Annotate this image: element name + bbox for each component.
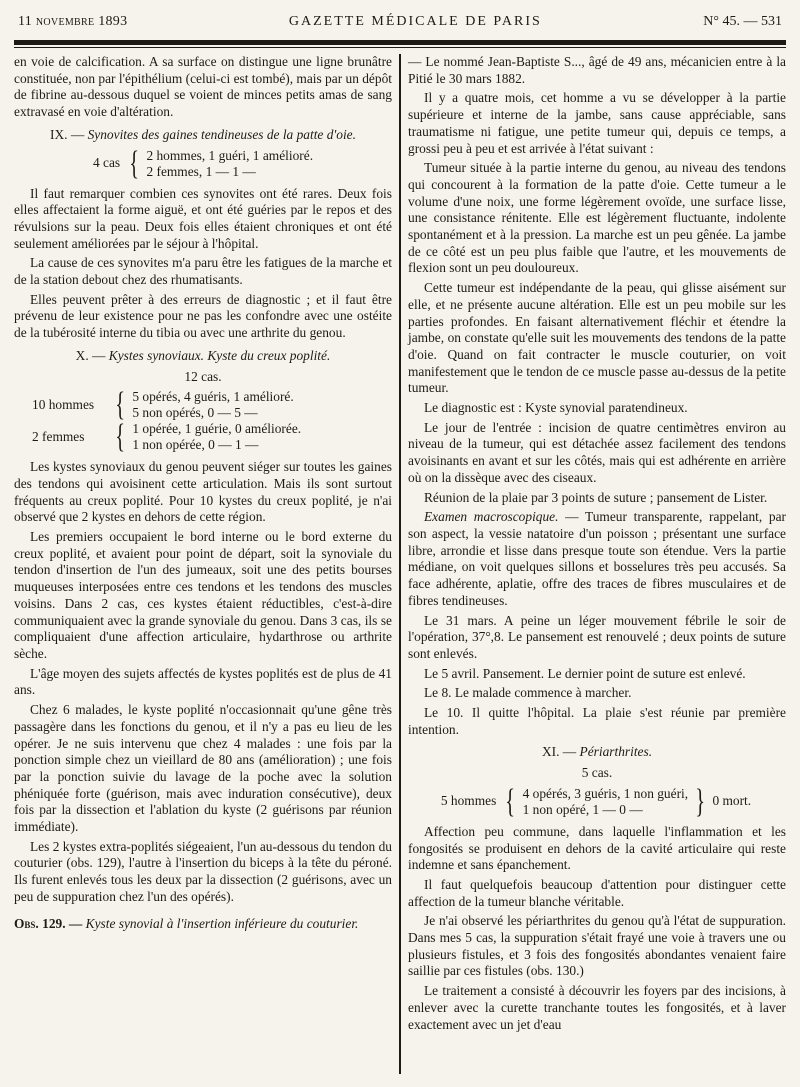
case-total: 5 cas. <box>581 765 613 781</box>
paragraph: Chez 6 malades, le kyste poplité n'occasionnait qu'une gêne très passagère dans les fonctions du genou, et il n'y a pas eu lieu de les opérer. Je ne suis intervenu que chez 4 malades : une fois par la ponction simple chez un vieillard de 80 ans (amélioration) ; une fois par la ponction suivie du lavage de la poche avec la solution phéniquée forte (guérison, mais avec induration consécutive), deux fois par la dissection et l'ablation du kyste (2 guérisons par réunion immédiate). <box>14 702 392 835</box>
section-title: Kystes synoviaux. Kyste du creux poplité. <box>108 347 331 363</box>
stats-row: 1 opérée, 1 guérie, 0 améliorée. <box>132 421 302 437</box>
stats-row: 1 non opéré, 1 — 0 — <box>522 801 643 817</box>
stats-row: 5 non opérés, 0 — 5 — <box>132 405 258 421</box>
observation-title: Kyste synovial à l'insertion inférieure du couturier. <box>85 915 359 931</box>
paragraph-text: — Tumeur transparente, rappelant, par son aspect, la vessie natatoire d'un poisson ; présentant une surface libre, arrondie et lisse dans presque toute son étendue. Vers la partie médiane, on voit quelques sillons et bosselures très peu accusés. Sa face adhérente, aplatie, offre des traces de fibres musculaires et de fibres tendineuses. <box>408 509 786 608</box>
brace: } <box>695 782 706 820</box>
paragraph <box>408 509 786 609</box>
paragraph: La cause de ces synovites m'a paru être les fatigues de la marche et de la station debout chez des rhumatisants. <box>14 255 392 288</box>
brace: { <box>115 386 126 424</box>
observation-heading <box>14 916 392 933</box>
case-total: 12 cas. <box>184 368 222 384</box>
section-title: Synovites des gaines tendineuses de la patte d'oie. <box>87 126 356 142</box>
section-number: IX. — <box>50 126 85 142</box>
paragraph: Tumeur située à la partie interne du genou, au niveau des tendons qui concourent à la formation de la patte d'oie. Cette tumeur a le volume d'une noix, une forme légèrement ovoïde, une surface lisse, une consistance rénitente. Elle est légèrement fluctuante, indolente spontanément et à la pression. La marche est un peu gênée. La jambe de ce côté est un peu plus faible que l'autre, et les mouvements de flexion sont un peu douloureux. <box>408 160 786 276</box>
stats-table-x <box>14 386 392 456</box>
paragraph: Elles peuvent prêter à des erreurs de diagnostic ; et il faut être prévenu de leur existence pour ne pas les confondre avec une ostéite de la tubérosité interne du tibia ou avec une arthrite du genou. <box>14 291 392 341</box>
section-title: Périarthrites. <box>579 744 653 760</box>
brace: { <box>115 418 126 456</box>
stats-row: 4 opérés, 3 guéris, 1 non guéri, <box>522 785 689 801</box>
section-number: X. — <box>75 347 106 363</box>
stats-table-ix <box>14 144 392 182</box>
paragraph: Il faut remarquer combien ces synovites ont été rares. Deux fois elles affectaient la forme aiguë, et ont été guéries par le repos et des révulsions sur la peau. Deux fois elles étaient chroniques et ont été seulement améliorées par le séjour à l'hôpital. <box>14 185 392 251</box>
paragraph: L'âge moyen des sujets affectés de kystes poplités est de plus de 41 ans. <box>14 665 392 698</box>
stats-label: 2 femmes <box>32 428 85 444</box>
stats-row: 2 femmes, 1 — 1 — <box>146 163 256 179</box>
observation-label: Obs. 129. — <box>14 915 83 931</box>
paragraph: Le traitement a consisté à découvrir les foyers par des incisions, à enlever avec la curette tranchante toutes les fongosités, et à laver exactement avec un jet d'eau <box>408 983 786 1032</box>
paragraph: Je n'ai observé les périarthrites du genou qu'à l'état de suppuration. Dans mes 5 cas, la suppuration s'était frayé une voie à travers une ou plusieurs fistules, et 3 fois des fongosités abondantes venaient faire saillie par ces fistules (obs. 130.) <box>408 913 786 979</box>
journal-title: GAZETTE MÉDICALE DE PARIS <box>288 14 542 29</box>
text-columns <box>14 54 786 1074</box>
paragraph: Le 10. Il quitte l'hôpital. La plaie s'est réunie par première intention. <box>408 705 786 737</box>
paragraph: Le diagnostic est : Kyste synovial paratendineux. <box>424 400 688 416</box>
stats-row: 1 non opérée, 0 — 1 — <box>132 437 259 453</box>
header-rule-thin <box>14 47 786 48</box>
section-number: XI. — <box>541 744 577 760</box>
stats-result: 0 mort. <box>712 793 752 809</box>
paragraph: Les 2 kystes extra-poplités siégeaient, l'un au-dessous du tendon du couturier (obs. 129), l'autre à l'insertion du biceps à la tête du péroné. Ils furent enlevés tous les deux par la dissection (2 guérisons, avec un peu de suppuration chez l'un des opérés). <box>14 838 392 904</box>
paragraph: Il faut quelquefois beaucoup d'attention pour distinguer cette affection de la tumeur blanche véritable. <box>408 876 786 909</box>
stats-label: 10 hommes <box>32 396 95 412</box>
paragraph: Le 5 avril. Pansement. Le dernier point de suture est enlevé. <box>424 665 746 681</box>
paragraph-label: Examen macroscopique. <box>424 509 559 525</box>
paragraph: Affection peu commune, dans laquelle l'inflammation et les fongosités se produisent en dehors de la cavité articulaire qui reste indemne et sans épanchement. <box>408 823 786 873</box>
paragraph: en voie de calcification. A sa surface on distingue une ligne brunâtre constituée, non par l'épithélium (celui-ci est tombé), mais par un dépôt de fibrine au-dessous duquel se voient de minces petits amas de sang extravasé en voie d'altération. <box>14 54 392 120</box>
paragraph: — Le nommé Jean-Baptiste S..., âgé de 49 ans, mécanicien entre à la Pitié le 30 mars 1882. <box>408 54 786 86</box>
paragraph: Réunion de la plaie par 3 points de suture ; pansement de Lister. <box>424 489 768 505</box>
paragraph: Les kystes synoviaux du genou peuvent siéger sur toutes les gaines des tendons qui avoisinent cette articulation. Mais ils sont surtout fréquents au creux poplité. Pour 10 kystes du creux poplité, je n'ai observé que 2 kystes en dehors de cette région. <box>14 459 392 525</box>
page-header <box>14 14 786 34</box>
left-column <box>14 54 399 1074</box>
page-number: N° 45. — 531 <box>703 14 782 29</box>
stats-row: 2 hommes, 1 guéri, 1 amélioré. <box>146 147 314 163</box>
paragraph: Cette tumeur est indépendante de la peau, qui glisse aisément sur elle, et ne présente aucune altération. Elle est un peu mobile sur les parties profondes. En faisant alternativement fléchir et étendre la jambe, on constate qu'elle suit les mouvements des tendons de la patte d'oie. Quand on fait contracter le muscle couturier, on voit manifestement que le tendon de ce muscle passe au-dessus de la petite tumeur. <box>408 280 786 396</box>
stats-table-xi <box>408 782 786 820</box>
paragraph: Le jour de l'entrée : incision de quatre centimètres environ au niveau de la tumeur, qui est détachée assez facilement des tendons avoisinants en avant et sur les côtés, mais qui est adhérente en arrière où on la dissèque avec des ciseaux. <box>408 419 786 485</box>
paragraph: Le 31 mars. A peine un léger mouvement fébrile le soir de l'opération, 37°,8. Le pansement est renouvelé ; deux points de suture sont enlevés. <box>408 612 786 661</box>
header-rule <box>14 40 786 45</box>
section-heading-x <box>14 348 392 365</box>
paragraph: Le 8. Le malade commence à marcher. <box>424 685 632 701</box>
paragraph: Les premiers occupaient le bord interne ou le bord externe du creux poplité, et avaient pour point de départ, soit la synoviale du tendon d'insertion de l'un des jumeaux, soit une des petits bourses muqueuses interposées entre ces tendons et les tendons des muscles voisins. Dans 2 cas, ces kystes étaient réductibles, c'est-à-dire communiquaient avec la grande synoviale du genou. Dans 3 cas, ils se compliquaient d'une affection articulaire, hydarthrose ou arthrite sèche. <box>14 529 392 661</box>
stats-label: 5 hommes <box>440 793 497 809</box>
paragraph: Il y a quatre mois, cet homme a vu se développer à la partie supérieure et interne de la jambe, sans cause appréciable, sans traumatisme ni fatigue, une petite tumeur qui, depuis ce temps, a grossi peu à peu et est arrivée à l'état suivant : <box>408 90 786 156</box>
stats-label: 4 cas <box>92 155 121 171</box>
stats-row: 5 opérés, 4 guéris, 1 amélioré. <box>132 389 294 405</box>
section-heading-xi <box>408 744 786 761</box>
brace: { <box>505 782 516 820</box>
right-column <box>401 54 786 1074</box>
section-heading-ix <box>14 127 392 144</box>
brace: { <box>129 144 140 182</box>
header-date: 11 novembre 1893 <box>18 14 128 29</box>
